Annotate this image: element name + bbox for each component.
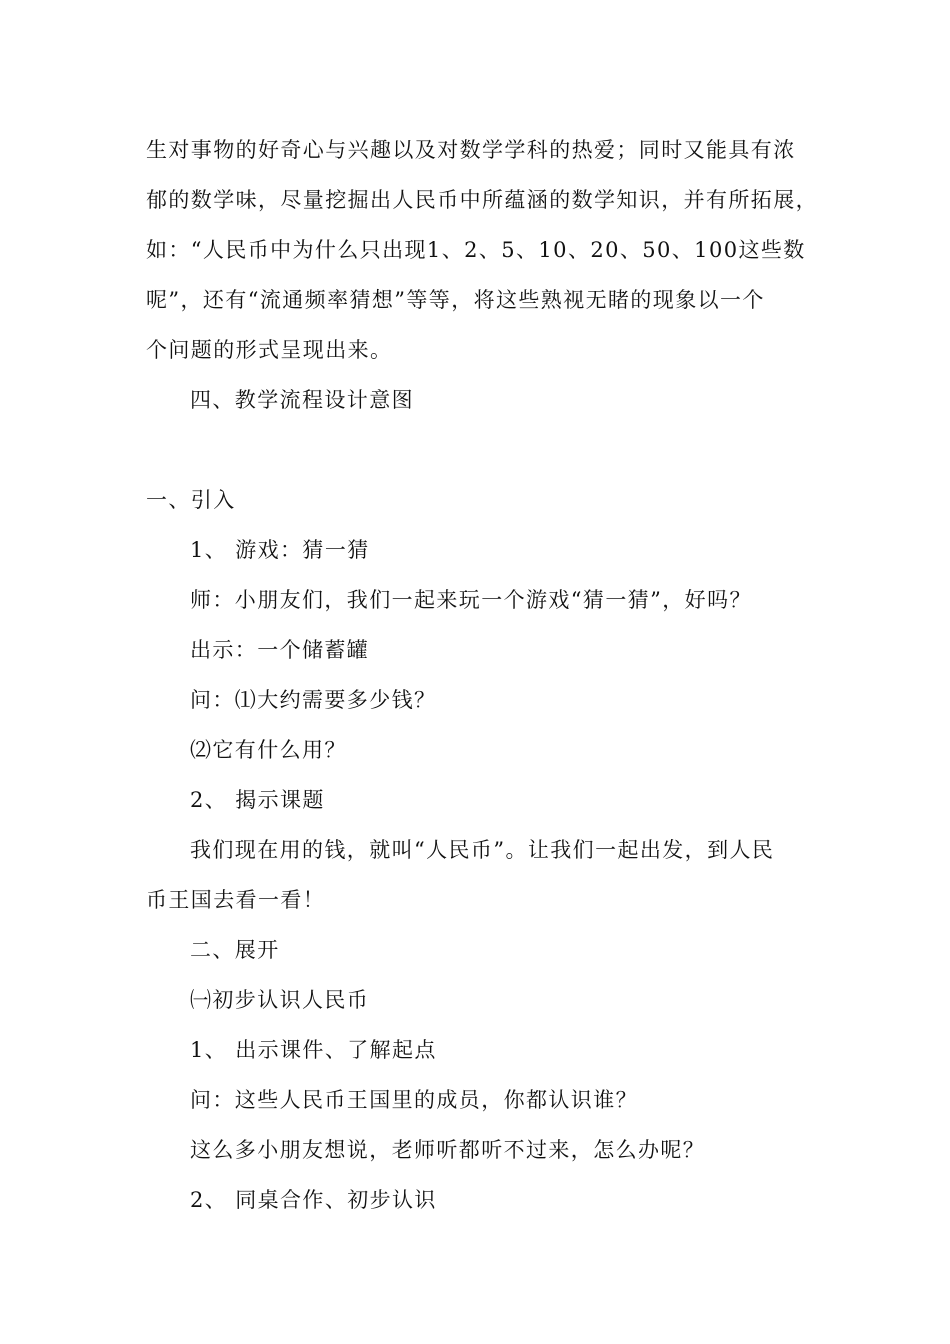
paragraph-line: 如：“人民币中为什么只出现1、2、5、10、20、50、100这些数 <box>146 238 806 262</box>
paragraph-line: 这么多小朋友想说，老师听都听不过来，怎么办呢？ <box>190 1138 706 1162</box>
subheading: 2、 揭示课题 <box>190 788 325 812</box>
paragraph-line: 问：这些人民币王国里的成员，你都认识谁？ <box>190 1088 638 1112</box>
paragraph-line: 郁的数学味，尽量挖掘出人民币中所蕴涵的数学知识，并有所拓展， <box>146 188 818 212</box>
paragraph-line: 生对事物的好奇心与兴趣以及对数学学科的热爱；同时又能具有浓 <box>146 138 796 162</box>
section-heading: 四、教学流程设计意图 <box>190 388 414 412</box>
section-heading: 二、展开 <box>190 938 280 962</box>
paragraph-line: ⑵它有什么用？ <box>190 738 347 762</box>
subheading: ㈠初步认识人民币 <box>190 988 370 1012</box>
paragraph-line: 我们现在用的钱，就叫“人民币”。让我们一起出发，到人民 <box>190 838 775 862</box>
paragraph-line: 个问题的形式呈现出来。 <box>146 338 393 362</box>
subheading: 1、 游戏：猜一猜 <box>190 538 370 562</box>
paragraph-line: 出示：一个储蓄罐 <box>190 638 370 662</box>
paragraph-line: 呢”，还有“流通频率猜想”等等，将这些熟视无睹的现象以一个 <box>146 288 765 312</box>
paragraph-line: 币王国去看一看！ <box>146 888 326 912</box>
subheading: 2、 同桌合作、初步认识 <box>190 1188 437 1212</box>
paragraph-line: 师：小朋友们，我们一起来玩一个游戏“猜一猜”，好吗？ <box>190 588 752 612</box>
subheading: 1、 出示课件、了解起点 <box>190 1038 437 1062</box>
paragraph-line: 问：⑴大约需要多少钱？ <box>190 688 437 712</box>
section-heading: 一、引入 <box>146 488 236 512</box>
